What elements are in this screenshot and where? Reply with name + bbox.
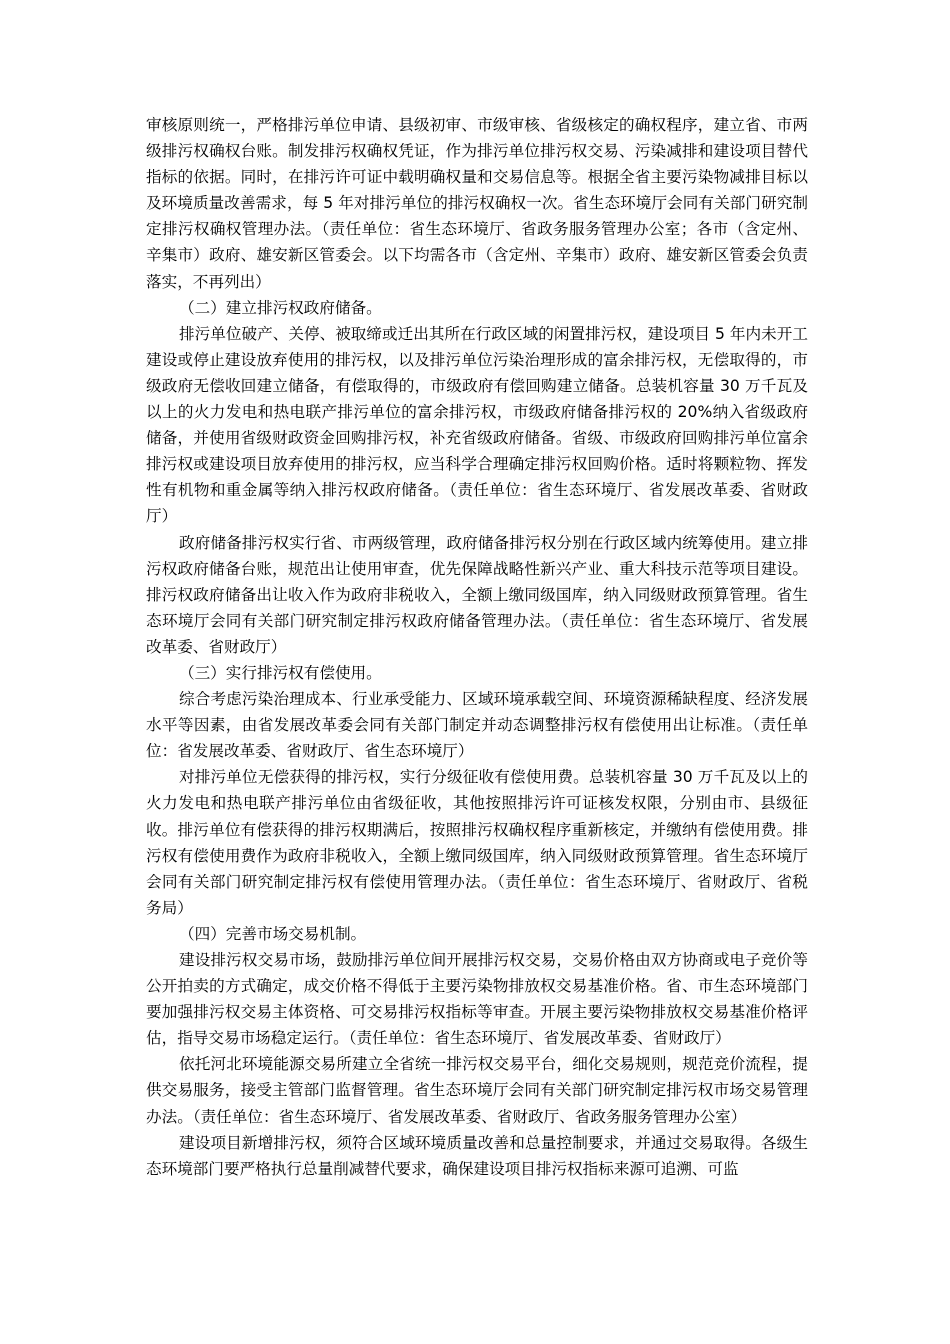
paragraph-reserve-management: 政府储备排污权实行省、市两级管理，政府储备排污权分别在行政区域内统筹使用。建立排污权政府储备台账，规范出让使用审查，优先保障战略性新兴产业、重大科技示范等项目建设。排污权政府储备出让收入作为政府非税收入，全额上缴同级国库，纳入同级财政预算管理。省生态环境厅会同有关部门研究制定排污权政府储备管理办法。（责任单位：省生态环境厅、省发展改革委、省财政厅） — [146, 533, 808, 656]
paragraph-reserve-sources: 排污单位破产、关停、被取缔或迁出其所在行政区域的闲置排污权，建设项目 5 年内未开工建设或停止建设放弃使用的排污权，以及排污单位污染治理形成的富余排污权，无偿取得的，市级政府无偿收回建立储备，有偿取得的，市级政府有偿回购建立储备。总装机容量 30 万千瓦及以上的火力发电和热电联产排污单位的富余排污权，市级政府储备排污权的 20%纳入省级政府储备，并使用省级财政资金回购排污权，补充省级政府储备。省级、市级政府回购排污单位富余排污权或建设项目放弃使用的排污权，应当科学合理确定排污权回购价格。适时将颗粒物、挥发性有机物和重金属等纳入排污权政府储备。（责任单位：省生态环境厅、省发展改革委、省财政厅） — [146, 324, 808, 526]
section-heading-paid-use: （三）实行排污权有偿使用。 — [179, 663, 382, 682]
paragraph-trading-platform: 依托河北环境能源交易所建立全省统一排污权交易平台，细化交易规则，规范竞价流程，提供交易服务，接受主管部门监督管理。省生态环境厅会同有关部门研究制定排污权市场交易管理办法。（责任单位：省生态环境厅、省发展改革委、省财政厅、省政务服务管理办公室） — [146, 1055, 808, 1126]
paragraph-trading-market: 建设排污权交易市场，鼓励排污单位间开展排污权交易，交易价格由双方协商或电子竞价等公开拍卖的方式确定，成交价格不得低于主要污染物排放权交易基准价格。省、市生态环境部门要加强排污权交易主体资格、可交易排污权指标等审查。开展主要污染物排放权交易基准价格评估，指导交易市场稳定运行。（责任单位：省生态环境厅、省发展改革委、省财政厅） — [146, 951, 808, 1048]
paragraph-confirmation-continued: 审核原则统一，严格排污单位申请、县级初审、市级审核、省级核定的确权程序，建立省、市两级排污权确权台账。制发排污权确权凭证，作为排污单位排污权交易、污染减排和建设项目替代指标的依据。同时，在排污许可证中载明确权量和交易信息等。根据全省主要污染物减排目标以及环境质量改善需求，每 5 年对排污单位的排污权确权一次。省生态环境厅会同有关部门研究制定排污权确权管理办法。（责任单位：省生态环境厅、省政务服务管理办公室；各市（含定州、辛集市）政府、雄安新区管委会。以下均需各市（含定州、辛集市）政府、雄安新区管委会负责落实，不再列出） — [146, 116, 808, 291]
paragraph-paid-use-standard: 综合考虑污染治理成本、行业承受能力、区域环境承载空间、环境资源稀缺程度、经济发展水平等因素，由省发展改革委会同有关部门制定并动态调整排污权有偿使用出让标准。（责任单位：省发展改革委、省财政厅、省生态环境厅） — [146, 690, 808, 761]
section-heading-market-trading: （四）完善市场交易机制。 — [179, 924, 367, 943]
paragraph-paid-use-fee: 对排污单位无偿获得的排污权，实行分级征收有偿使用费。总装机容量 30 万千瓦及以上的火力发电和热电联产排污单位由省级征收，其他按照排污许可证核发权限，分别由市、县级征收。排污单位有偿获得的排污权期满后，按照排污权确权程序重新核定，并缴纳有偿使用费。排污权有偿使用费作为政府非税收入，全额上缴同级国库，纳入同级财政预算管理。省生态环境厅会同有关部门研究制定排污权有偿使用管理办法。（责任单位：省生态环境厅、省财政厅、省税务局） — [146, 768, 808, 917]
paragraph-new-project-emission: 建设项目新增排污权，须符合区域环境质量改善和总量控制要求，并通过交易取得。各级生态环境部门要严格执行总量削减替代要求，确保建设项目排污权指标来源可追溯、可监 — [146, 1133, 808, 1178]
document-page — [146, 112, 808, 1182]
section-heading-government-reserve: （二）建立排污权政府储备。 — [179, 298, 382, 317]
